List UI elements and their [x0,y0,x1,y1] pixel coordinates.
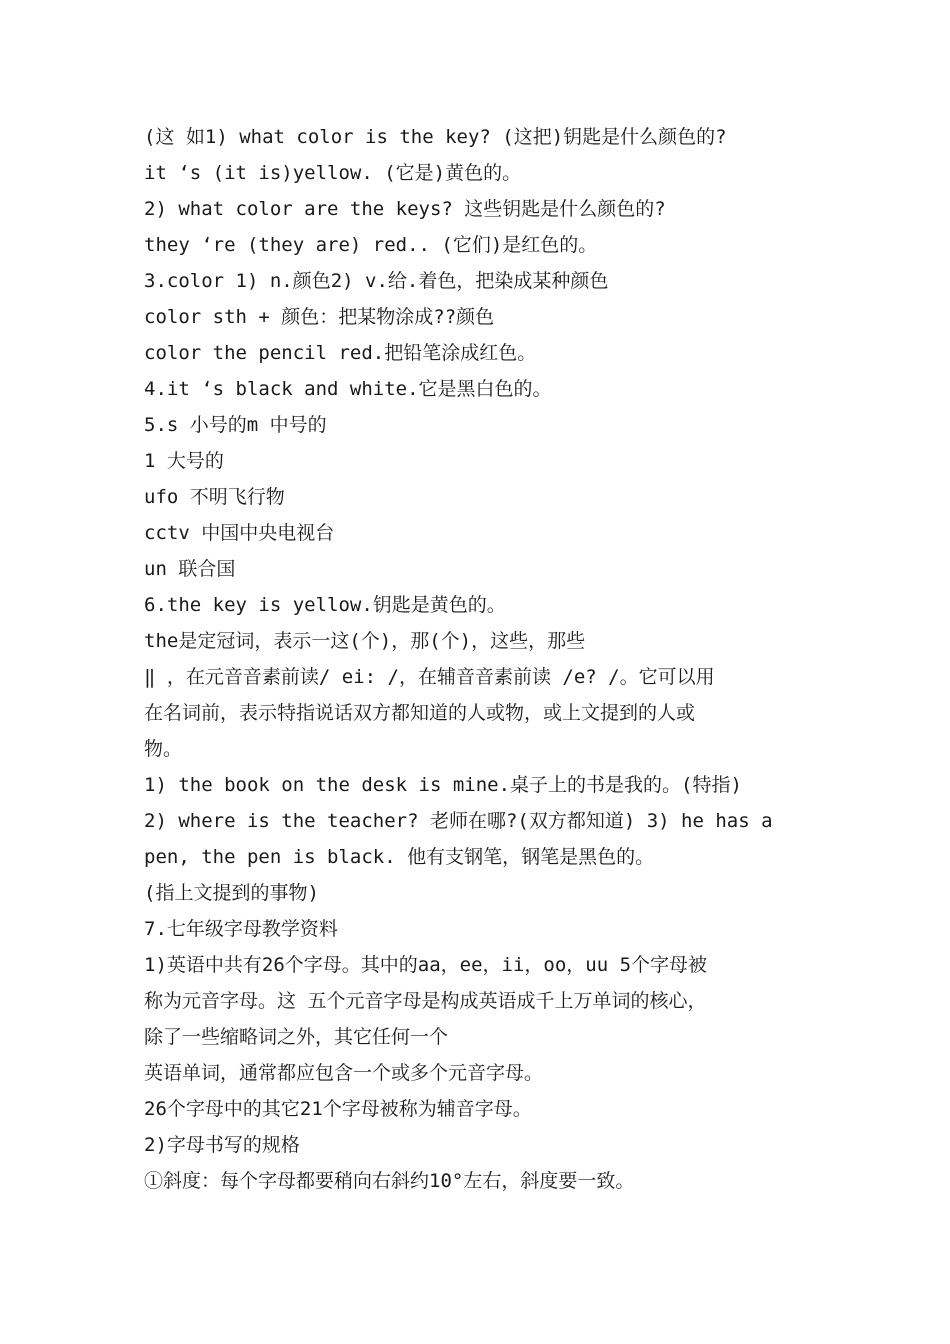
text-line: (指上文提到的事物) [144,882,319,904]
text-line: pen, the pen is black. 他有支钢笔，钢笔是黑色的。 [144,846,655,868]
text-line: color the pencil red.把铅笔涂成红色。 [144,342,537,364]
text-line: the是定冠词，表示一这(个)，那(个)，这些，那些 [144,630,586,652]
text-line: 英语单词，通常都应包含一个或多个元音字母。 [144,1062,544,1084]
text-line: 1) the book on the desk is mine.桌子上的书是我的。(特指) [144,774,742,796]
text-line: 2)字母书写的规格 [144,1134,300,1156]
text-line: ①斜度：每个字母都要稍向右斜约10°左右，斜度要一致。 [144,1170,635,1192]
text-line: ‖ ，在元音音素前读/ ei: /，在辅音音素前读 /e? /。它可以用 [144,666,715,688]
text-line: color sth + 颜色：把某物涂成??颜色 [144,306,495,328]
text-line: 2) where is the teacher? 老师在哪?(双方都知道) 3) he has a [144,810,773,832]
text-line: un 联合国 [144,558,236,580]
text-line: 7.七年级字母教学资料 [144,918,338,940]
text-line: 6.the key is yellow.钥匙是黄色的。 [144,594,506,616]
text-line: 物。 [144,738,183,760]
text-line: ufo 不明飞行物 [144,486,285,508]
text-line: 1 大号的 [144,450,224,472]
text-line: 2) what color are the keys? 这些钥匙是什么颜色的? [144,198,666,220]
text-line: 26个字母中的其它21个字母被称为辅音字母。 [144,1098,532,1120]
text-line: 在名词前，表示特指说话双方都知道的人或物，或上文提到的人或 [144,702,696,724]
text-line: (这 如1) what color is the key? (这把)钥匙是什么颜色的? [144,126,727,148]
text-line: 除了一些缩略词之外，其它任何一个 [144,1026,449,1048]
text-line: 1)英语中共有26个字母。其中的aa，ee，ii，oo，uu 5个字母被 [144,954,708,976]
document-body [144,119,814,1199]
text-line: 5.s 小号的m 中号的 [144,414,327,436]
text-line: 4.it ‘s black and white.它是黑白色的。 [144,378,552,400]
text-line: cctv 中国中央电视台 [144,522,335,544]
text-line: 3.color 1) n.颜色2) v.给.着色，把染成某种颜色 [144,270,609,292]
text-line: they ‘re (they are) red.. (它们)是红色的。 [144,234,598,256]
text-line: 称为元音字母。这 五个元音字母是构成英语成千上万单词的核心， [144,990,707,1012]
text-line: it ‘s (it is)yellow. (它是)黄色的。 [144,162,522,184]
